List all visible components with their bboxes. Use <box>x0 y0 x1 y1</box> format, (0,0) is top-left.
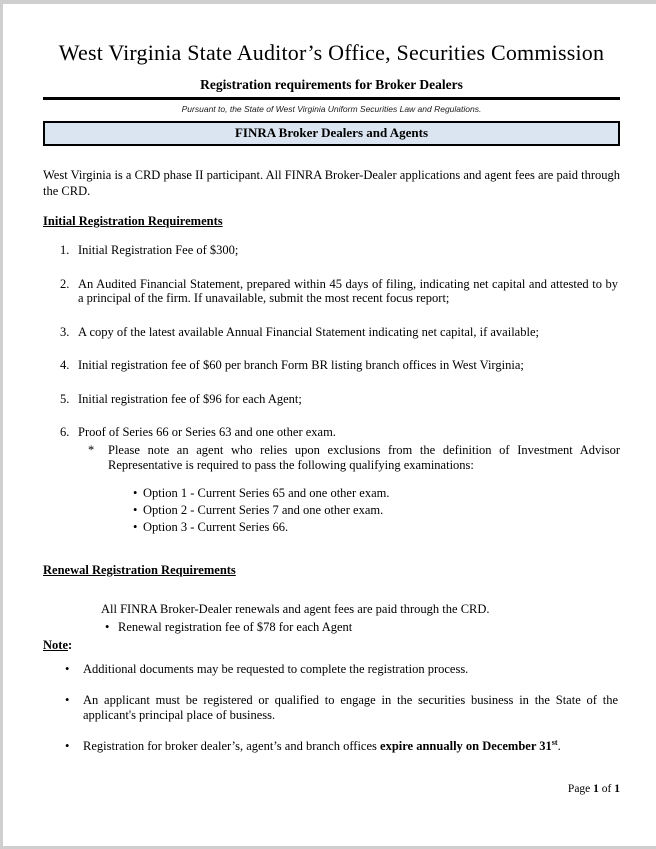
page-title: West Virginia State Auditor’s Office, Securities Commission <box>58 40 605 65</box>
pursuant-line: Pursuant to, the State of West Virginia Uniform Securities Law and Regulations. <box>181 104 482 114</box>
footer-page-word: Page <box>567 783 594 795</box>
note-heading <box>43 638 620 653</box>
asterisk-marker: * <box>88 442 95 457</box>
list-item <box>60 243 620 258</box>
note-label-text: Note <box>43 637 68 652</box>
list-item <box>60 358 620 373</box>
note-colon: : <box>68 637 73 652</box>
bullet-marker: • <box>65 738 70 753</box>
list-item <box>60 392 620 407</box>
note-bullet-text <box>83 739 620 754</box>
bullet-marker: • <box>133 502 138 517</box>
footer-total-pages: 1 <box>614 783 620 795</box>
list-item-text: An Audited Financial Statement, prepared within 45 days of filing, indicating net capital and attested to by a principal of the firm. If unavailable, submit the most recent focus report; <box>78 276 618 305</box>
note-bullet <box>65 739 620 754</box>
list-item-number: 5. <box>60 391 70 406</box>
footer-page-number: 1 <box>593 783 599 795</box>
page-number-footer <box>568 783 620 795</box>
initial-requirements-heading: Initial Registration Requirements <box>43 214 223 228</box>
footer-of-word: of <box>598 783 615 795</box>
expiry-bold-text: expire annually on December 31 <box>380 738 552 753</box>
expiry-superscript: st <box>551 737 558 747</box>
intro-paragraph: West Virginia is a CRD phase II participant. All FINRA Broker-Dealer applications and agent fees are paid through the CRD. <box>43 168 620 198</box>
exam-option <box>133 502 620 519</box>
exam-options-list <box>133 485 620 536</box>
note-bullet <box>65 693 620 723</box>
renewal-fee-bullet <box>105 619 620 636</box>
list-item-text: Proof of Series 66 or Series 63 and one other exam. <box>78 425 336 439</box>
note-bullet-text: An applicant must be registered or qualified to engage in the securities business in the State of the applicant's principal place of business. <box>83 692 618 722</box>
list-item <box>60 277 620 306</box>
list-item-number: 4. <box>60 358 70 372</box>
exam-option <box>133 485 620 502</box>
list-item-text: A copy of the latest available Annual Financial Statement indicating net capital, if available; <box>78 324 539 339</box>
horizontal-rule <box>43 97 620 100</box>
document-page <box>3 4 656 846</box>
exam-option-text: Option 2 - Current Series 7 and one other exam. <box>143 502 384 517</box>
list-item-text: Initial registration fee of $96 for each Agent; <box>78 391 302 406</box>
list-item-number: 1. <box>60 243 70 257</box>
note-bullet-text: Additional documents may be requested to complete the registration process. <box>83 661 469 676</box>
bullet-marker: • <box>65 661 70 676</box>
list-item-text: Initial registration fee of $60 per branch Form BR listing branch offices in West Virginia; <box>78 358 524 372</box>
document-content <box>3 40 656 754</box>
agent-exclusion-note <box>88 443 620 473</box>
bullet-marker: • <box>133 519 138 534</box>
list-item-number: 3. <box>60 324 70 339</box>
list-item <box>60 425 620 440</box>
list-item-number: 2. <box>60 276 70 291</box>
note-bullet-list <box>43 662 620 754</box>
initial-requirements-list <box>43 243 620 440</box>
bullet-marker: • <box>105 619 110 634</box>
bullet-marker: • <box>65 692 70 707</box>
exam-option-text: Option 3 - Current Series 66. <box>143 519 289 534</box>
renewal-requirements-heading: Renewal Registration Requirements <box>43 562 236 577</box>
exam-option <box>133 519 620 536</box>
list-item <box>60 325 620 340</box>
bullet-marker: • <box>133 485 138 500</box>
list-item-number: 6. <box>60 425 70 439</box>
renewal-fee-text: Renewal registration fee of $78 for each Agent <box>118 619 353 634</box>
renewal-intro-line: All FINRA Broker-Dealer renewals and agent fees are paid through the CRD. <box>101 601 490 616</box>
note-bullet <box>65 662 620 677</box>
exam-option-text: Option 1 - Current Series 65 and one other exam. <box>143 485 390 500</box>
agent-exclusion-note-text: Please note an agent who relies upon exclusions from the definition of Investment Advisor Representative is required to pass the following qualifying examinations: <box>108 442 620 472</box>
section-banner: FINRA Broker Dealers and Agents <box>43 121 620 146</box>
page-subtitle: Registration requirements for Broker Dealers <box>200 77 463 92</box>
expiry-prefix: Registration for broker dealer’s, agent’s and branch offices <box>83 738 381 753</box>
expiry-suffix: . <box>557 738 561 753</box>
list-item-text: Initial Registration Fee of $300; <box>78 243 239 257</box>
